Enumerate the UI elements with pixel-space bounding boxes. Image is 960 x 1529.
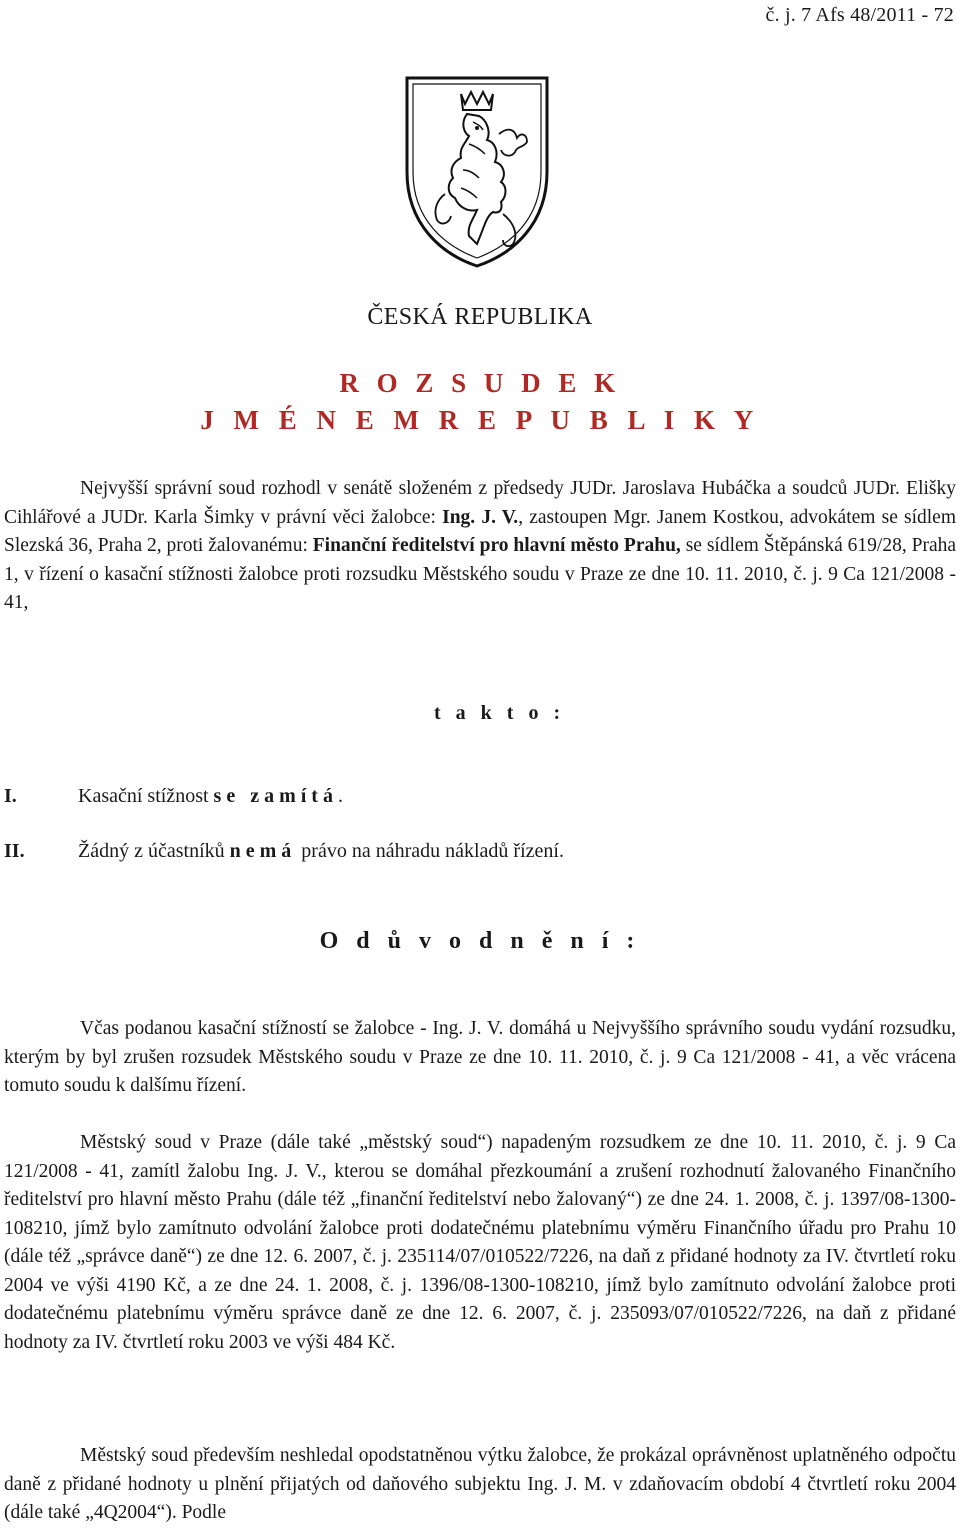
verdict-end: právo na náhradu nákladů řízení. <box>296 840 564 862</box>
verdict-number: II. <box>4 840 25 862</box>
verdict-number: I. <box>4 785 17 807</box>
intro-text-b: , zastoupen Mgr. Janem Kostkou, advokátem se sídlem Slezská 36, Praha 2, proti žalovanému: <box>4 506 956 556</box>
verdict-end: . <box>337 785 343 807</box>
justification-paragraph-1: Včas podanou kasační stížností se žalobce - Ing. J. V. domáhá u Nejvyššího správního soudu vydání rozsudku, kterým by byl zrušen rozsudek Městského soudu v Praze ze dne 10. 11. 2010, č. j. 9 Ca 121/2008 - 41, a věc vrácena tomuto soudu k dalšímu řízení. <box>4 1018 956 1096</box>
document-subtitle: J M É N E M R E P U B L I K Y <box>200 405 760 435</box>
intro-paragraph <box>4 475 956 618</box>
verdict-emphasis: nemá <box>229 840 297 862</box>
plaintiff-name: Ing. J. V. <box>442 506 519 528</box>
takto-heading: t a k t o : <box>434 702 566 724</box>
justification-paragraph-3: Městský soud především neshledal opodstatněnou výtku žalobce, že prokázal oprávněnost uplatněného odpočtu daně z přidané hodnoty u plnění přijatých od daňového subjektu Ing. J. M. v zdaňovacím období 4 čtvrtletí roku 2004 (dále také „4Q2004“). Podle <box>4 1445 956 1523</box>
justification-paragraph-2: Městský soud v Praze (dále také „městský soud“) napadeným rozsudkem ze dne 10. 11. 2010, č. j. 9 Ca 121/2008 - 41, zamítl žalobu Ing. J. V., kterou se domáhal přezkoumání a zrušení rozhodnutí žalovaného Finančního ředitelství pro hlavní město Prahu (dále též „finanční ředitelství nebo žalovaný“) ze dne 24. 1. 2008, č. j. 1397/08-1300-108210, jímž bylo zamítnuto odvolání žalobce proti dodatečnému platebnímu výměru Finančního úřadu pro Prahu 10 (dále též „správce daně“) ze dne 12. 6. 2007, č. j. 235114/07/010522/7226, na daň z přidané hodnoty za IV. čtvrtletí roku 2004 ve výši 4190 Kč, a ze dne 24. 1. 2008, č. j. 1396/08-1300-108210, jímž bylo zamítnuto odvolání žalobce proti dodatečnému platebnímu výměru správce daně ze dne 12. 6. 2007, č. j. 235093/07/010522/7226, na daň z přidané hodnoty za IV. čtvrtletí roku 2003 ve výši 484 Kč. <box>4 1132 956 1353</box>
justification-heading: O d ů v o d n ě n í : <box>319 928 641 954</box>
verdict-item-2 <box>4 840 564 863</box>
intro-text-a: Nejvyšší správní soud rozhodl v senátě složeném z předsedy JUDr. Jaroslava Hubáčka a soudců JUDr. Elišky Cihlářové a JUDr. Karla Šimky v právní věci žalobce: <box>4 478 956 528</box>
defendant-name: Finanční ředitelství pro hlavní město Prahu, <box>312 535 681 556</box>
czech-coat-of-arms-icon <box>403 74 551 270</box>
verdict-emphasis: se zamítá <box>213 785 338 807</box>
country-name: ČESKÁ REPUBLIKA <box>367 304 593 330</box>
case-reference: č. j. 7 Afs 48/2011 - 72 <box>765 4 954 26</box>
intro-text-c: se sídlem Štěpánská 619/28, Praha 1, v řízení o kasační stížnosti žalobce proti rozsudku Městského soudu v Praze ze dne 10. 11. 2010, č. j. 9 Ca 121/2008 - 41, <box>4 535 956 613</box>
verdict-item-1 <box>4 785 343 808</box>
verdict-text: Žádný z účastníků <box>78 840 230 862</box>
document-title: R O Z S U D E K <box>339 368 621 398</box>
verdict-text: Kasační stížnost <box>78 785 214 807</box>
